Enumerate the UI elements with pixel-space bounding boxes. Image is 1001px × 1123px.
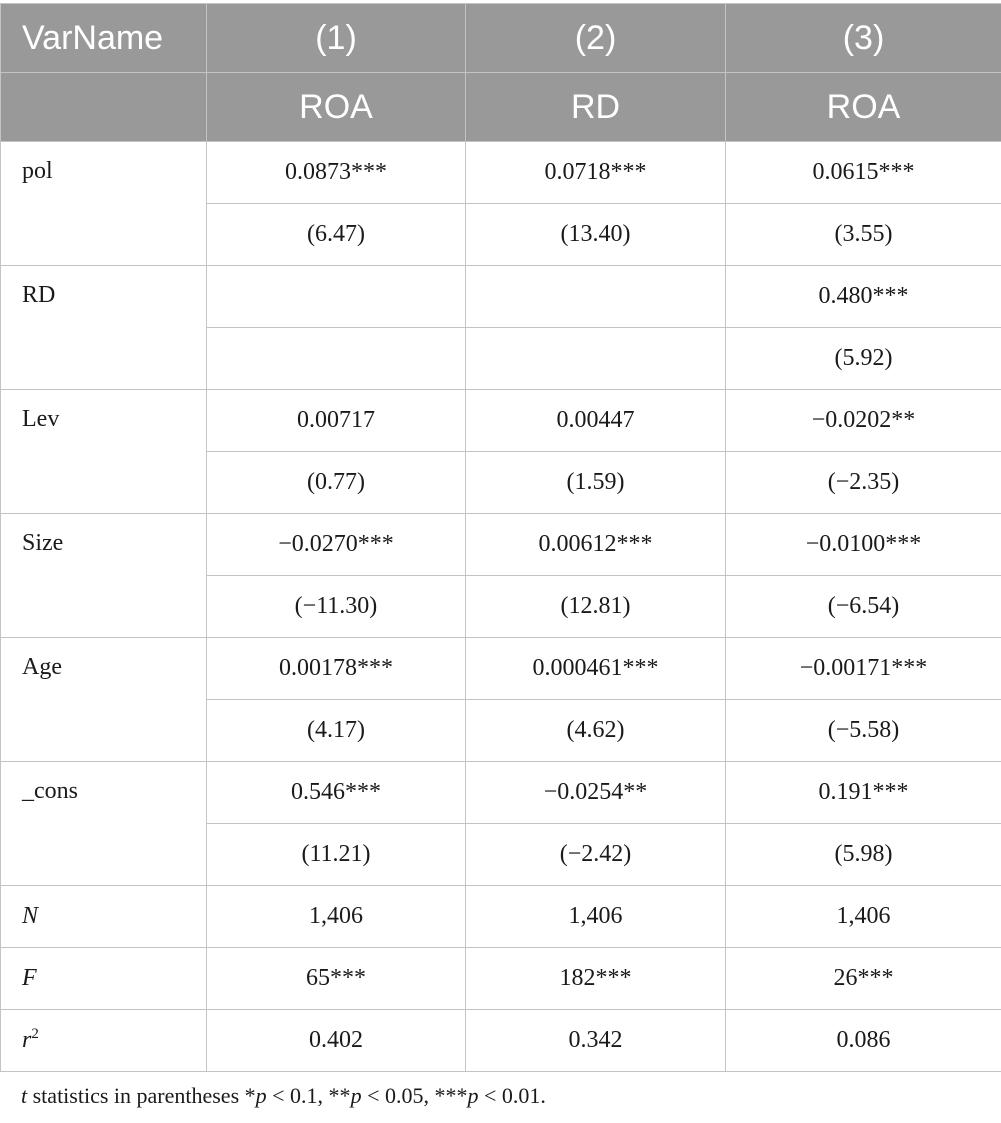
tstat-cell: (−2.35) <box>726 452 1001 514</box>
coef-cell: 0.191*** <box>726 762 1001 824</box>
header-row-model-numbers <box>1 4 1001 73</box>
tstat-cell: (11.21) <box>207 824 466 886</box>
table-row-coef <box>1 762 1001 824</box>
variable-label: Lev <box>1 390 207 514</box>
variable-label: RD <box>1 266 207 390</box>
variable-label: _cons <box>1 762 207 886</box>
stat-label: F <box>1 948 207 1010</box>
footnote-p: p <box>255 1083 267 1108</box>
header-dependent-2: RD <box>466 73 726 142</box>
tstat-cell: (5.98) <box>726 824 1001 886</box>
tstat-cell: (−6.54) <box>726 576 1001 638</box>
coef-cell: −0.0270*** <box>207 514 466 576</box>
coef-cell: −0.0100*** <box>726 514 1001 576</box>
header-varname: VarName <box>1 4 207 73</box>
stat-label-superscript: 2 <box>31 1026 39 1042</box>
stat-cell: 0.402 <box>207 1010 466 1072</box>
stat-label: N <box>1 886 207 948</box>
header-model-2: (2) <box>466 4 726 73</box>
coef-cell: 0.0718*** <box>466 142 726 204</box>
coef-cell <box>466 266 726 328</box>
tstat-cell: (13.40) <box>466 204 726 266</box>
stat-cell: 1,406 <box>207 886 466 948</box>
tstat-cell: (5.92) <box>726 328 1001 390</box>
coef-cell: −0.00171*** <box>726 638 1001 700</box>
coef-cell: 0.00178*** <box>207 638 466 700</box>
footnote-text: < 0.01. <box>478 1083 546 1108</box>
header-row-dependent-vars <box>1 73 1001 142</box>
tstat-cell: (4.62) <box>466 700 726 762</box>
coef-cell: 0.00612*** <box>466 514 726 576</box>
table-row-coef <box>1 390 1001 452</box>
table-row-stat <box>1 948 1001 1010</box>
coef-cell: −0.0254** <box>466 762 726 824</box>
footnote-p: p <box>467 1083 479 1108</box>
tstat-cell: (−2.42) <box>466 824 726 886</box>
variable-label: Size <box>1 514 207 638</box>
regression-table <box>0 3 1001 1072</box>
footnote-text: < 0.1, ** <box>266 1083 351 1108</box>
table-row-coef <box>1 514 1001 576</box>
stat-cell: 26*** <box>726 948 1001 1010</box>
tstat-cell <box>207 328 466 390</box>
table-header <box>1 4 1001 142</box>
stat-cell: 182*** <box>466 948 726 1010</box>
stat-cell: 0.342 <box>466 1010 726 1072</box>
tstat-cell <box>466 328 726 390</box>
coef-cell: 0.000461*** <box>466 638 726 700</box>
variable-label: pol <box>1 142 207 266</box>
table-row-coef <box>1 638 1001 700</box>
coef-cell: 0.00447 <box>466 390 726 452</box>
coef-cell <box>207 266 466 328</box>
coef-cell: 0.480*** <box>726 266 1001 328</box>
footnote-text: < 0.05, *** <box>361 1083 468 1108</box>
table-row-coef <box>1 142 1001 204</box>
coef-cell: 0.00717 <box>207 390 466 452</box>
tstat-cell: (12.81) <box>466 576 726 638</box>
coef-cell: 0.546*** <box>207 762 466 824</box>
footnote-text: statistics in parentheses * <box>27 1083 256 1108</box>
header-dependent-3: ROA <box>726 73 1001 142</box>
table-row-stat <box>1 1010 1001 1072</box>
stat-label <box>1 1010 207 1072</box>
tstat-cell: (0.77) <box>207 452 466 514</box>
table-body <box>1 142 1001 1072</box>
tstat-cell: (4.17) <box>207 700 466 762</box>
header-blank <box>1 73 207 142</box>
header-dependent-1: ROA <box>207 73 466 142</box>
stat-label-base: r <box>22 1027 32 1053</box>
table-footnote <box>21 1083 546 1109</box>
tstat-cell: (−5.58) <box>726 700 1001 762</box>
header-model-3: (3) <box>726 4 1001 73</box>
coef-cell: 0.0873*** <box>207 142 466 204</box>
stat-cell: 1,406 <box>726 886 1001 948</box>
stat-cell: 0.086 <box>726 1010 1001 1072</box>
table-row-stat <box>1 886 1001 948</box>
footnote-t: t <box>21 1083 28 1108</box>
footnote-p: p <box>350 1083 362 1108</box>
coef-cell: 0.0615*** <box>726 142 1001 204</box>
variable-label: Age <box>1 638 207 762</box>
tstat-cell: (6.47) <box>207 204 466 266</box>
tstat-cell: (−11.30) <box>207 576 466 638</box>
tstat-cell: (1.59) <box>466 452 726 514</box>
tstat-cell: (3.55) <box>726 204 1001 266</box>
stat-cell: 65*** <box>207 948 466 1010</box>
stat-cell: 1,406 <box>466 886 726 948</box>
table-row-coef <box>1 266 1001 328</box>
header-model-1: (1) <box>207 4 466 73</box>
coef-cell: −0.0202** <box>726 390 1001 452</box>
